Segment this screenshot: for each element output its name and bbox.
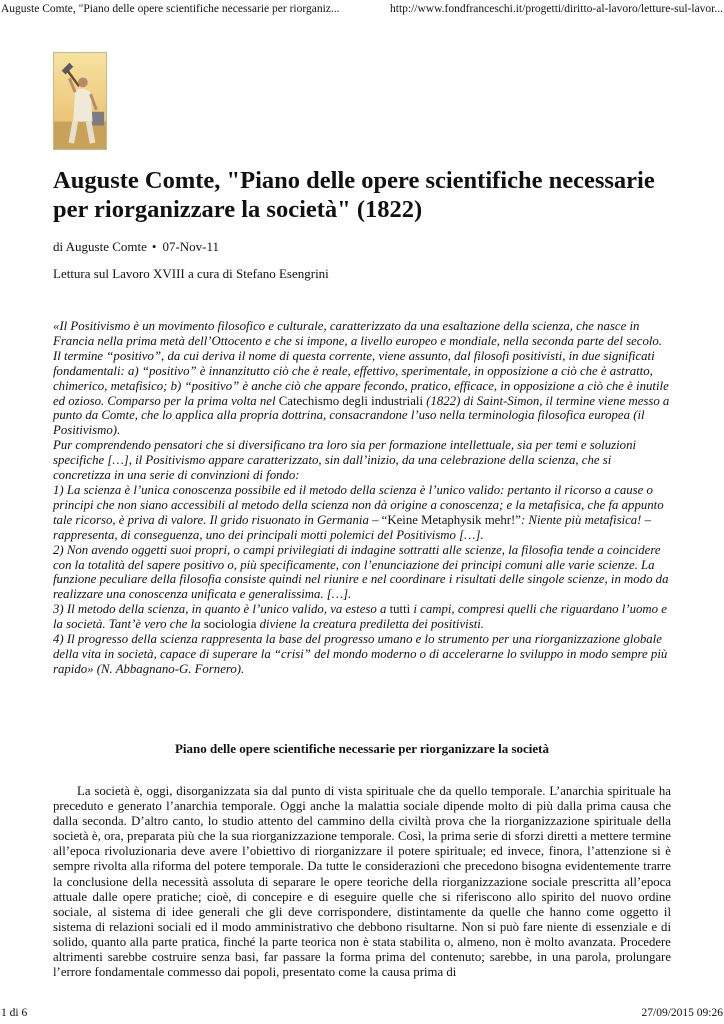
logo-illustration (54, 53, 106, 149)
quote-paragraph: 2) Non avendo oggetti suoi propri, o campi privilegiati di indagine sottratti alle scienze, la filosofia tende a coincidere con la totalità del sapere positivo o, più specificamente, con l’enunciazione dei principi comuni alle varie scienze. La funzione peculiare della filosofia consiste quindi nel riunire e nel coordinare i risultati delle singole scienze, in modo da realizzare una conoscenza unificata e generalissima. […]. (53, 542, 669, 602)
quote-paragraph: Pur comprendendo pensatori che si diversificano tra loro sia per formazione intellettuale, sia per temi e soluzioni specifiche […], il Positivismo appare caratterizzato, sin dall’inizio, da una celebrazione della scienza, che si concretizza in una serie di convinzioni di fondo: (53, 438, 637, 483)
print-footer (0, 1006, 724, 1020)
quote-paragraph: 4) Il progresso della scienza rappresenta la base del progresso umano e lo strumento per una riorganizzazione globale della vita in società, capace di superare la “crisi” del mondo moderno o di accelerarne lo sviluppo in modo sempre più rapido» (N. Abbagnano-G. Fornero). (53, 632, 668, 676)
article-subtitle: Lettura sul Lavoro XVIII a cura di Stefano Esengrini (53, 266, 329, 281)
quote-text: i campi, compresi quelli che riguardano l’uomo e la società. Tant’è vero che la (53, 602, 667, 632)
print-header-url: http://www.fondfranceschi.it/progetti/diritto-al-lavoro/letture-sul-lavor... (390, 3, 723, 15)
print-datetime: 27/09/2015 09:26 (641, 1007, 723, 1019)
section-title: Piano delle opere scientifiche necessarie per riorganizzare la società (174, 741, 549, 756)
quote-text: (1822) di Saint-Simon, il termine viene messo a punto da Comte, che lo applica alla propria dottrina, consacrandone l’uso nella terminologia filosofica europea (il Positivismo). (53, 393, 670, 438)
worker-hammer-logo (53, 52, 107, 150)
print-header-title: Auguste Comte, "Piano delle opere scientifiche necessarie per riorganiz... (1, 3, 340, 15)
byline-author: di Auguste Comte (53, 239, 147, 254)
quote-text: diviene la creatura prediletta dei positivisti. (256, 617, 484, 632)
byline-separator: • (151, 239, 157, 254)
quote-text: 3) Il metodo della scienza, in quanto è l’unico valido, va esteso a (53, 602, 390, 617)
section-body: La società è, oggi, disorganizzata sia dal punto di vista spirituale che da quello temporale. L’anarchia spirituale ha preceduto e generato l’anarchia temporale. Oggi anche la malattia sociale dipende molto di più dalla prima causa che dalla seconda. D’altro canto, lo studio attento del cammino della civiltà prova che la riorganizzazione spirituale della società è, ora, preparata più che la sua riorganizzazione temporale. Così, la prima serie di sforzi diretti a mettere termine all’epoca rivoluzionaria deve avere l’obiettivo di riorganizzare il potere spirituale; ed invece, finora, l’attenzione si è sempre rivolta alla riforma del potere temporale. Da tutte le considerazioni che precedono bisogna evidentemente trarre la conclusione della necessità assoluta di separare le opere teoriche della riorganizzazione sociale prescritta all’epoca attuale dalle opere pratiche; cioè, di concepire e di eseguire quelle che si riferiscono allo spirito del nuovo ordine sociale, al sistema di idee generali che gli deve corrispondere, distintamente da quelle che hanno come oggetto il sistema di relazioni sociali ed il modo amministrativo che debbono risultarne. Non si può fare niente di essenziale e di solido, quanto alla parte pratica, finché la parte teorica non è stata stabilita o, almeno, non è molto avanzata. Procedere altrimenti sarebbe costruire senza basi, far passare la forma prima del contenuto; sarebbe, in una parola, prolungare l’errore fondamentale commesso dai popoli, presentato come la causa prima di (53, 784, 671, 980)
quote-text: : Niente più metafisica! – rappresenta, di conseguenza, uno dei principali motti polemici del Positivismo […]. (53, 512, 652, 542)
quote-book-title: Catechismo degli industriali (278, 393, 424, 408)
quote-paragraph (53, 483, 671, 543)
quote-paragraph (53, 602, 671, 632)
page-number: 1 di 6 (1, 1007, 28, 1019)
quote-text: «Il Positivismo è un movimento filosofico e culturale, caratterizzato da una esaltazione della scienza, che nasce in Francia nella prima metà dell’Ottocento e che si impone, a livello europeo e mondiale, nella seconda parte del secolo. Il termine “positivo”, da cui deriva il nome di questa corrente, viene assunto, dal filosofi positivisti, in due significati fondamentali: a) “positivo” è innanzitutto ciò che è reale, effettivo, sperimentale, in opposizione a ciò che è astratto, chimerico, metafisico; b) “positivo” è anche ciò che appare fecondo, pratico, efficace, in opposizione a ciò che è inutile ed ozioso. Comparso per la prima volta nel (53, 319, 669, 408)
article-title: Auguste Comte, "Piano delle opere scientifiche necessarie per riorganizzare la società" (1822) (53, 167, 655, 223)
quote-emphasis: sociologia (203, 617, 257, 632)
quote-paragraph (53, 319, 671, 438)
byline (53, 239, 219, 255)
quote-german-motto: “Keine Metaphysik mehr!” (381, 512, 521, 527)
print-header (0, 2, 724, 16)
byline-date: 07-Nov-11 (162, 239, 220, 254)
positivism-quote (53, 319, 671, 677)
quote-text: 1) La scienza è l’unica conoscenza possibile ed il metodo della scienza è l’unico valido: pertanto il ricorso a cause o principi che non siano accessibili al metodo della scienza non dà origine a conoscenza; e la metafisica, che fa appunto tale ricorso, è priva di valore. Il grido risuonato in Germania – (53, 482, 664, 527)
quote-emphasis: tutti (389, 602, 411, 617)
